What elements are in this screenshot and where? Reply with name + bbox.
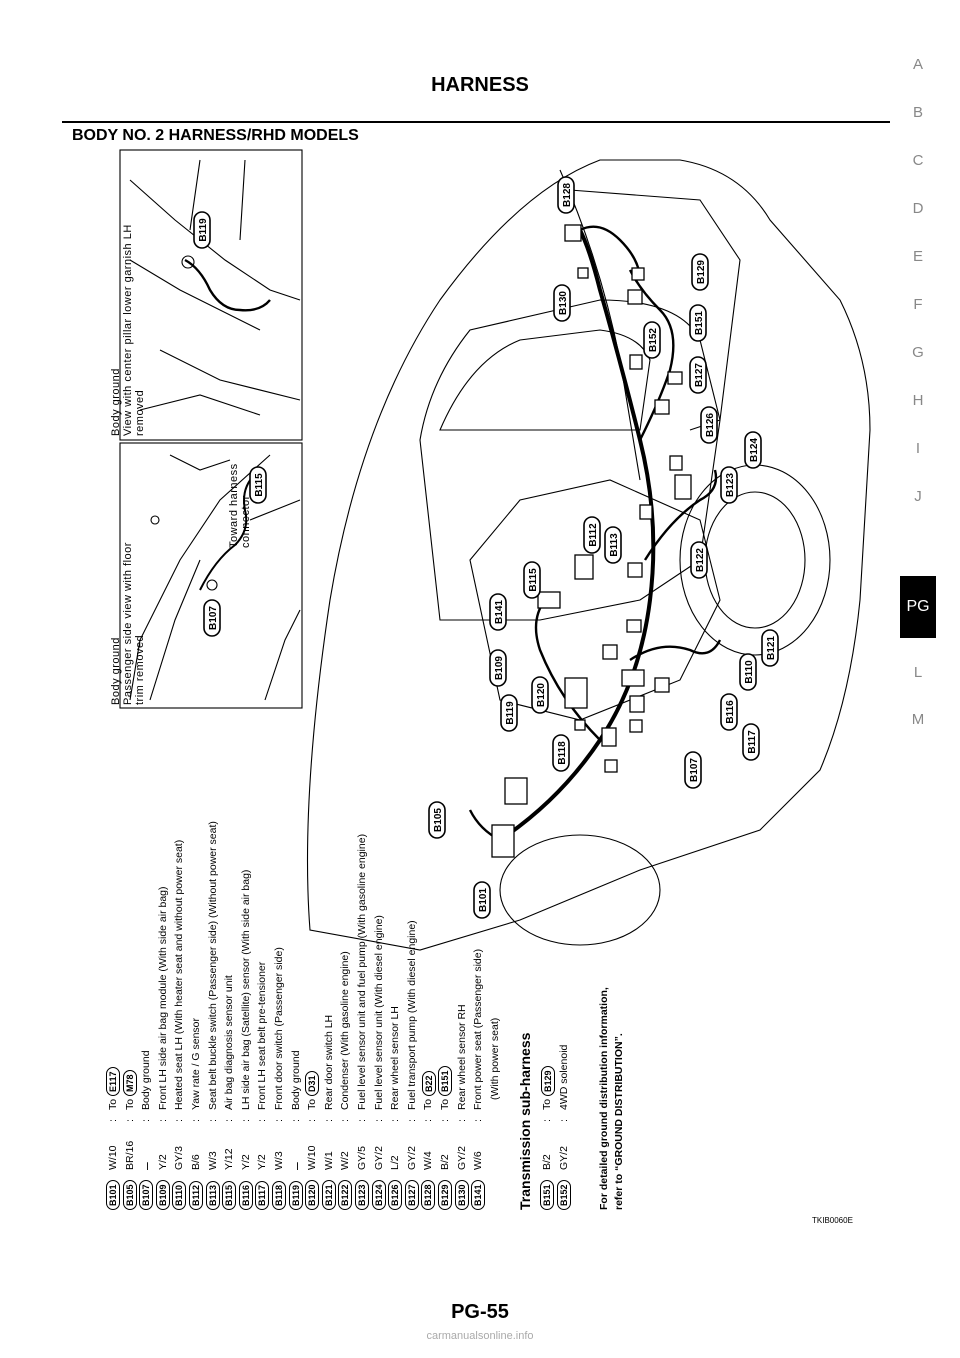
separator-colon: : — [123, 1119, 136, 1122]
wire-spec: GY/2 — [372, 1146, 385, 1170]
inset-left-toward-1: Toward harness — [228, 463, 240, 548]
separator-colon: : — [322, 1119, 335, 1122]
watermark: carmanualsonline.info — [426, 1330, 534, 1342]
note-line-2: refer to “GROUND DISTRIBUTION”. — [612, 1033, 625, 1210]
wire-spec: W/4 — [422, 1151, 435, 1170]
inset-right-caption: Body ground — [110, 368, 122, 436]
connector-b126 — [655, 400, 669, 414]
separator-colon: : — [372, 1119, 385, 1122]
destination-text: Fuel transport pump (With diesel engine) — [405, 920, 418, 1110]
svg-text:B129: B129 — [696, 260, 707, 284]
callout-b129 — [692, 254, 708, 290]
destination-text: Front LH seat belt pre-tensioner — [256, 961, 269, 1110]
connector-b124 — [670, 456, 682, 470]
destination-text: Air bag diagnosis sensor unit — [223, 975, 236, 1110]
connector-destination — [454, 1004, 470, 1110]
wire-spec: Y/2 — [239, 1154, 252, 1170]
inset-left-title-1: Passenger side view with floor — [122, 542, 134, 705]
separator-colon: : — [439, 1119, 451, 1122]
svg-text:B119: B119 — [198, 218, 209, 242]
connector-code-badge: B112 — [189, 1181, 203, 1210]
side-tab-c: C — [912, 152, 924, 169]
connector-destination — [337, 951, 353, 1110]
separator-colon: : — [339, 1119, 352, 1122]
svg-text:B116: B116 — [725, 700, 736, 724]
connector-destination — [371, 915, 387, 1110]
connector-destination — [171, 840, 187, 1110]
connector-destination — [387, 1006, 403, 1110]
connector-code-badge: B109 — [156, 1180, 170, 1210]
ground-distribution-note — [597, 987, 627, 1210]
side-tab-f: F — [913, 296, 923, 313]
svg-text:B128: B128 — [562, 183, 573, 207]
connector-destination — [288, 1050, 304, 1110]
destination-text: To — [422, 1095, 435, 1110]
destination-text: To — [107, 1095, 119, 1110]
destination-text: To — [123, 1095, 136, 1110]
svg-text:B123: B123 — [725, 473, 736, 497]
separator-colon: : — [256, 1119, 269, 1122]
callout-b121 — [762, 630, 778, 666]
side-tab-a: A — [912, 56, 923, 73]
side-tab-m: M — [911, 711, 925, 728]
wire-spec: Y/2 — [256, 1154, 269, 1170]
wire-spec: B/6 — [190, 1154, 202, 1170]
connector-destination — [556, 1045, 572, 1110]
svg-text:B141: B141 — [494, 600, 505, 624]
connector-code-badge: B141 — [471, 1180, 485, 1210]
destination-text: Rear wheel sensor LH — [389, 1006, 402, 1110]
connector-destination — [122, 1066, 138, 1110]
side-tab-i: I — [915, 440, 921, 457]
svg-text:B113: B113 — [609, 533, 620, 557]
destination-text-cont: (With power seat) — [488, 1017, 501, 1100]
callout-b123 — [721, 467, 737, 503]
wire-spec: L/2 — [389, 1155, 402, 1170]
wire-spec: GY/2 — [405, 1146, 418, 1170]
reference-connector-badge: B22 — [422, 1071, 436, 1096]
destination-text: LH side air bag (Satellite) sensor (With side air bag) — [239, 869, 252, 1110]
connector-destination — [271, 947, 287, 1110]
svg-text:B122: B122 — [695, 548, 706, 572]
destination-text: Fuel level sensor unit (With diesel engine) — [372, 915, 385, 1110]
svg-text:B105: B105 — [433, 808, 444, 832]
wire-spec: W/6 — [472, 1151, 485, 1170]
separator-colon: : — [156, 1119, 169, 1122]
separator-colon: : — [455, 1119, 468, 1122]
connector-code-badge: B118 — [272, 1181, 286, 1210]
connector-destination — [404, 920, 420, 1110]
connector-b127 — [668, 372, 682, 384]
connector-destination — [254, 962, 270, 1110]
separator-colon: : — [306, 1119, 319, 1122]
destination-text: Rear door switch LH — [322, 1014, 335, 1110]
connector-destination — [138, 1050, 154, 1110]
wire-spec: GY/5 — [356, 1146, 368, 1170]
wire-spec: BR/16 — [123, 1140, 136, 1170]
connector-code-badge: B101 — [106, 1180, 120, 1210]
destination-text: 4WD solenoid — [558, 1044, 570, 1110]
wire-spec: – — [287, 1162, 304, 1170]
connector-code-badge: B129 — [438, 1180, 452, 1210]
side-tab-pg: PG — [900, 576, 936, 638]
wire-spec: – — [138, 1162, 155, 1170]
callout-b122 — [691, 542, 707, 578]
svg-text:B117: B117 — [747, 730, 758, 754]
separator-colon: : — [289, 1119, 302, 1122]
callout-b151 — [690, 305, 706, 341]
wire-spec: W/2 — [339, 1151, 352, 1170]
connector-destination — [539, 1062, 555, 1110]
connector-code-badge: B115 — [222, 1181, 236, 1210]
wire-spec: W/1 — [322, 1151, 335, 1170]
destination-text: Yaw rate / G sensor — [190, 1017, 202, 1110]
svg-text:B127: B127 — [694, 363, 705, 387]
separator-colon: : — [190, 1119, 202, 1122]
svg-text:B152: B152 — [648, 328, 659, 352]
side-tab-g: G — [912, 344, 924, 361]
separator-colon: : — [173, 1119, 186, 1122]
destination-text: Front power seat (Passenger side) — [472, 948, 485, 1110]
svg-text:B130: B130 — [558, 291, 569, 315]
connector-destination — [354, 834, 370, 1110]
connector-code-badge: B107 — [139, 1180, 153, 1210]
destination-text: Condenser (With gasoline engine) — [339, 951, 352, 1110]
separator-colon: : — [356, 1119, 368, 1122]
connector-destination — [155, 886, 171, 1110]
connector-destination — [238, 870, 254, 1110]
connector-b110 — [655, 678, 669, 692]
svg-text:B126: B126 — [705, 413, 716, 437]
side-tab-h: H — [912, 392, 924, 409]
svg-text:B118: B118 — [557, 741, 568, 765]
inset-left-toward-2: connector — [240, 495, 252, 548]
connector-b123 — [675, 475, 691, 499]
svg-text:B101: B101 — [478, 888, 489, 912]
separator-colon: : — [107, 1119, 119, 1122]
wire-spec: W/3 — [206, 1151, 219, 1170]
wire-spec: B/2 — [439, 1154, 451, 1170]
callout-b107 — [685, 752, 701, 788]
reference-connector-badge: D31 — [305, 1071, 319, 1096]
destination-text: Heated seat LH (With heater seat and without power seat) — [173, 839, 186, 1110]
inset-right-title-1: View with center pillar lower garnish LH — [122, 224, 134, 436]
connector-destination — [105, 1063, 121, 1110]
destination-text: To — [439, 1095, 451, 1110]
svg-text:B120: B120 — [536, 683, 547, 707]
callout-b124 — [745, 432, 761, 468]
separator-colon: : — [273, 1119, 285, 1122]
connector-code-badge: B127 — [405, 1180, 419, 1210]
separator-colon: : — [389, 1119, 402, 1122]
connector-code-badge: B120 — [305, 1180, 319, 1210]
svg-text:B107: B107 — [208, 606, 219, 630]
destination-text: Front LH side air bag module (With side air bag) — [156, 886, 169, 1110]
separator-colon: : — [472, 1119, 485, 1122]
separator-colon: : — [140, 1119, 153, 1122]
connector-code-badge: B124 — [372, 1180, 386, 1210]
inset-left-caption: Body ground — [110, 637, 122, 705]
separator-colon: : — [558, 1119, 570, 1122]
figure-id: TKIB0060E — [812, 1216, 853, 1225]
separator-colon: : — [239, 1119, 252, 1122]
connector-destination — [188, 1018, 204, 1110]
svg-text:B115: B115 — [254, 473, 265, 497]
destination-text: To — [541, 1095, 554, 1110]
connector-destination — [437, 1062, 453, 1110]
connector-code-badge: B121 — [322, 1180, 336, 1210]
connector-code-badge: B116 — [239, 1181, 253, 1210]
connector-destination — [420, 1067, 436, 1110]
connector-destination — [205, 821, 221, 1110]
destination-text: Front door switch (Passenger side) — [273, 947, 285, 1110]
reference-connector-badge: E117 — [106, 1067, 120, 1096]
connector-code-badge: B110 — [172, 1181, 186, 1210]
connector-code-badge: B126 — [388, 1180, 402, 1210]
callout-b116 — [721, 694, 737, 730]
svg-text:B119: B119 — [505, 701, 516, 725]
destination-text: Rear wheel sensor RH — [455, 1004, 468, 1110]
svg-text:B107: B107 — [689, 758, 700, 782]
connector-code-badge: B122 — [338, 1180, 352, 1210]
separator-colon: : — [405, 1119, 418, 1122]
connector-destination — [221, 975, 237, 1110]
page-number: PG-55 — [451, 1301, 509, 1323]
legend-rotated — [105, 135, 645, 1210]
connector-destination — [470, 949, 486, 1110]
connector-code-badge: B119 — [289, 1181, 303, 1210]
svg-text:B110: B110 — [744, 660, 755, 684]
separator-colon: : — [541, 1119, 554, 1122]
side-tab-j: J — [914, 488, 922, 505]
svg-text:B151: B151 — [694, 311, 705, 335]
wire-spec: W/3 — [273, 1151, 285, 1170]
side-tab-e: E — [912, 248, 923, 265]
separator-colon: : — [422, 1119, 435, 1122]
callout-b110 — [740, 654, 756, 690]
destination-text: Seat belt buckle switch (Passenger side) (Without power seat) — [206, 821, 219, 1110]
connector-code-badge: B128 — [421, 1180, 435, 1210]
svg-text:B115: B115 — [528, 568, 539, 592]
connector-code-badge: B151 — [540, 1180, 554, 1210]
inset-left-title-2: trim removed — [134, 634, 146, 705]
svg-text:B121: B121 — [766, 636, 777, 660]
wire-spec: Y/12 — [223, 1148, 236, 1170]
destination-text: Fuel level sensor unit and fuel pump (With gasoline engine) — [356, 833, 368, 1110]
connector-destination — [321, 1015, 337, 1110]
sub-harness-title: Transmission sub-harness — [517, 1032, 534, 1210]
page-header-title: HARNESS — [431, 74, 529, 96]
inset-right-title-2: removed — [134, 389, 146, 436]
separator-colon: : — [223, 1119, 236, 1122]
destination-text: Body ground — [140, 1050, 153, 1110]
connector-code-badge: B130 — [455, 1180, 469, 1210]
callout-b117 — [743, 724, 759, 760]
side-tab-d: D — [912, 200, 924, 217]
callout-b127 — [690, 357, 706, 393]
separator-colon: : — [206, 1119, 219, 1122]
wire-spec: W/10 — [107, 1145, 119, 1170]
svg-text:B124: B124 — [749, 438, 760, 462]
reference-connector-badge: M78 — [123, 1070, 137, 1096]
wire-spec: B/2 — [541, 1154, 554, 1170]
callout-b152 — [644, 322, 660, 358]
connector-code-badge: B152 — [557, 1180, 571, 1210]
destination-text: Body ground — [289, 1050, 302, 1110]
wire-spec: Y/2 — [156, 1154, 169, 1170]
note-line-1: For detailed ground distribution information, — [597, 987, 610, 1210]
callout-b126 — [701, 407, 717, 443]
destination-text: To — [306, 1095, 319, 1110]
connector-code-badge: B105 — [123, 1180, 137, 1210]
wire-spec: GY/2 — [455, 1146, 468, 1170]
reference-connector-badge: B129 — [541, 1066, 555, 1096]
wire-spec: W/10 — [306, 1145, 319, 1170]
wire-spec: GY/3 — [173, 1146, 186, 1170]
reference-connector-badge: B151 — [438, 1066, 452, 1096]
svg-text:B112: B112 — [588, 523, 599, 547]
side-tab-l: L — [913, 664, 923, 681]
rear-wheel-inner — [705, 492, 805, 628]
side-tab-b: B — [912, 104, 923, 121]
section-title: BODY NO. 2 HARNESS/RHD MODELS — [72, 127, 359, 144]
connector-code-badge: B113 — [206, 1181, 220, 1210]
connector-code-badge: B123 — [355, 1180, 369, 1210]
connector-destination — [304, 1067, 320, 1110]
svg-text:B109: B109 — [494, 656, 505, 680]
wire-spec: GY/2 — [558, 1146, 570, 1170]
connector-code-badge: B117 — [255, 1181, 269, 1210]
